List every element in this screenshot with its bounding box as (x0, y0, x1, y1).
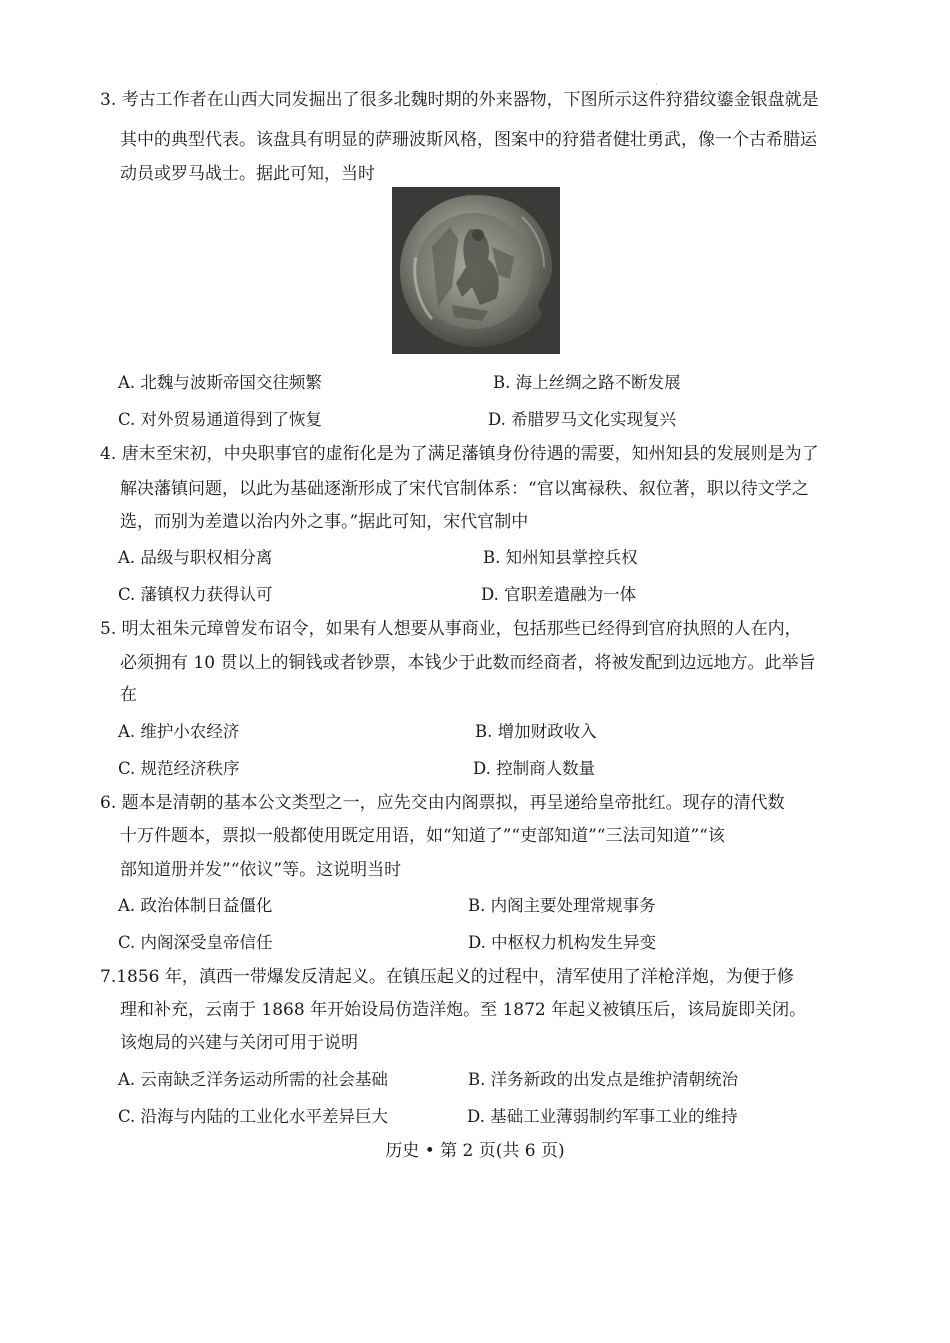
question-3-option-b: B. 海上丝绸之路不断发展 (493, 373, 681, 392)
question-7-option-a: A. 云南缺乏洋务运动所需的社会基础 (118, 1070, 388, 1089)
question-7-line-2: 理和补充，云南于 1868 年开始设局仿造洋炮。至 1872 年起义被镇压后，该局旋即关闭。 (120, 1000, 807, 1020)
question-3-line-3: 动员或罗马战士。据此可知，当时 (120, 164, 375, 184)
question-4-option-d: D. 官职差遣融为一体 (481, 585, 637, 604)
question-3-line-2: 其中的典型代表。该盘具有明显的萨珊波斯风格，图案中的狩猎者健壮勇武，像一个古希腊运 (120, 130, 817, 150)
question-3-option-a: A. 北魏与波斯帝国交往频繁 (118, 373, 322, 392)
silver-plate-photo (392, 187, 560, 354)
question-5-option-d: D. 控制商人数量 (473, 759, 596, 778)
question-6-line-1: 6. 题本是清朝的基本公文类型之一，应先交由内阁票拟，再呈递给皇帝批红。现存的清代数 (100, 793, 785, 813)
question-7-option-d: D. 基础工业薄弱制约军事工业的维持 (467, 1107, 738, 1126)
question-4-option-a: A. 品级与职权相分离 (118, 548, 273, 567)
question-4-line-3: 选，而别为差遣以治内外之事。”据此可知，宋代官制中 (120, 512, 529, 532)
question-7-line-3: 该炮局的兴建与关闭可用于说明 (120, 1033, 358, 1053)
question-5-line-2: 必须拥有 10 贯以上的铜钱或者钞票，本钱少于此数而经商者，将被发配到边远地方。此举旨 (120, 653, 816, 673)
question-7-option-b: B. 洋务新政的出发点是维护清朝统治 (468, 1070, 739, 1089)
question-4-line-2: 解决藩镇问题，以此为基础逐渐形成了宋代官制体系：“官以寓禄秩、叙位著，职以待文学之 (120, 479, 809, 499)
question-6-option-a: A. 政治体制日益僵化 (118, 896, 273, 915)
question-6-option-c: C. 内阁深受皇帝信任 (118, 933, 273, 952)
question-4-option-c: C. 藩镇权力获得认可 (118, 585, 273, 604)
question-3-line-1: 3. 考古工作者在山西大同发掘出了很多北魏时期的外来器物，下图所示这件狩猎纹鎏金银盘就是 (100, 90, 819, 110)
question-7-option-c: C. 沿海与内陆的工业化水平差异巨大 (118, 1107, 389, 1126)
silver-plate-image (392, 187, 560, 354)
question-5-option-b: B. 增加财政收入 (475, 722, 597, 741)
question-6-line-3: 部知道册并发”“依议”等。这说明当时 (120, 860, 402, 880)
question-4-line-1: 4. 唐末至宋初，中央职事官的虚衔化是为了满足藩镇身份待遇的需要，知州知县的发展则是为了 (100, 444, 819, 464)
question-3-option-c: C. 对外贸易通道得到了恢复 (118, 410, 323, 429)
question-5-option-a: A. 维护小农经济 (118, 722, 240, 741)
question-3-option-d: D. 希腊罗马文化实现复兴 (488, 410, 677, 429)
question-5-line-3: 在 (120, 685, 137, 705)
question-6-option-b: B. 内阁主要处理常规事务 (468, 896, 656, 915)
question-7-line-1: 7.1856 年，滇西一带爆发反清起义。在镇压起义的过程中，清军使用了洋枪洋炮，为便于修 (100, 967, 794, 987)
question-6-option-d: D. 中枢权力机构发生异变 (468, 933, 657, 952)
question-5-line-1: 5. 明太祖朱元璋曾发布诏令，如果有人想要从事商业，包括那些已经得到官府执照的人在内， (100, 619, 802, 639)
question-5-option-c: C. 规范经济秩序 (118, 759, 240, 778)
scan-speck: · (655, 80, 658, 89)
page-footer: 历史 • 第 2 页(共 6 页) (385, 1141, 565, 1161)
question-6-line-2: 十万件题本，票拟一般都使用既定用语，如“知道了”“吏部知道”“三法司知道”“该 (120, 826, 725, 846)
question-4-option-b: B. 知州知县掌控兵权 (483, 548, 638, 567)
